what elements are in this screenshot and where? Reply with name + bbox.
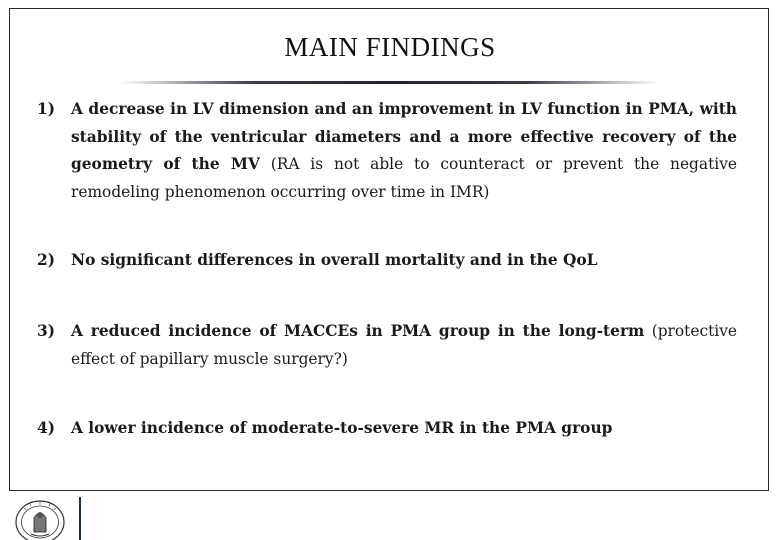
finding-3 <box>37 318 737 373</box>
finding-bold-text: A reduced incidence of MACCEs in PMA group in the long-term <box>71 322 645 340</box>
finding-bold-text: A decrease in LV dimension and an improvement in LV function in PMA, with stability of the ventricular diameters and a more effective recovery of the geometry of the MV <box>71 100 737 173</box>
finding-number: 2) <box>37 251 55 269</box>
finding-number: 4) <box>37 419 55 437</box>
finding-number: 3) <box>37 322 55 340</box>
footer-divider <box>79 497 81 540</box>
finding-bold-text: A lower incidence of moderate-to-severe MR in the PMA group <box>71 419 613 437</box>
finding-number: 1) <box>37 100 55 118</box>
finding-bold-text: No significant differences in overall mortality and in the QoL <box>71 251 598 269</box>
finding-4 <box>37 415 737 443</box>
finding-2 <box>37 247 737 275</box>
finding-1 <box>37 96 737 206</box>
finding-note-text: (RA is not able to counteract or prevent the negative remodeling phenomenon occurring over time in IMR) <box>71 155 737 201</box>
finding-note-text: (protective effect of papillary muscle surgery?) <box>71 322 737 368</box>
title-divider <box>120 81 660 84</box>
university-seal-icon <box>12 496 68 540</box>
slide-title: MAIN FINDINGS <box>284 32 496 62</box>
